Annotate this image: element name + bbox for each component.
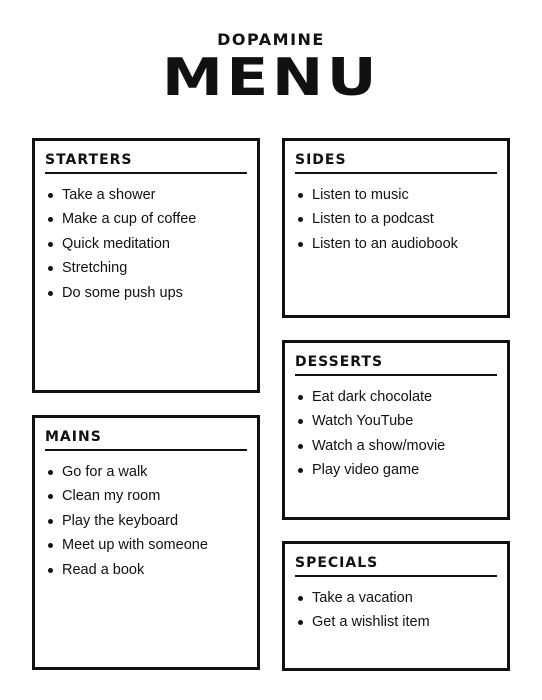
section-heading: DESSERTS	[295, 353, 497, 376]
specials-section	[282, 541, 510, 671]
list-item: Take a shower	[47, 183, 257, 207]
list-item: Take a vacation	[297, 586, 507, 610]
list-item: Get a wishlist item	[297, 610, 507, 634]
starters-section	[32, 138, 260, 393]
menu-title: MENU	[161, 48, 381, 108]
mains-section	[32, 415, 260, 670]
desserts-section	[282, 340, 510, 520]
item-list	[285, 586, 507, 635]
list-item: Play video game	[297, 458, 507, 482]
list-item: Watch YouTube	[297, 409, 507, 433]
list-item: Listen to music	[297, 183, 507, 207]
list-item: Stretching	[47, 256, 257, 280]
list-item: Quick meditation	[47, 232, 257, 256]
list-item: Go for a walk	[47, 460, 257, 484]
menu-subtitle: DOPAMINE	[217, 30, 325, 49]
sides-section	[282, 138, 510, 318]
list-item: Read a book	[47, 558, 257, 582]
section-heading: MAINS	[45, 428, 247, 451]
list-item: Eat dark chocolate	[297, 385, 507, 409]
list-item: Watch a show/movie	[297, 434, 507, 458]
item-list	[35, 183, 257, 305]
list-item: Clean my room	[47, 484, 257, 508]
section-heading: SIDES	[295, 151, 497, 174]
item-list	[35, 460, 257, 582]
list-item: Listen to an audiobook	[297, 232, 507, 256]
list-item: Meet up with someone	[47, 533, 257, 557]
item-list	[285, 385, 507, 483]
item-list	[285, 183, 507, 256]
list-item: Make a cup of coffee	[47, 207, 257, 231]
section-heading: SPECIALS	[295, 554, 497, 577]
list-item: Play the keyboard	[47, 509, 257, 533]
list-item: Listen to a podcast	[297, 207, 507, 231]
list-item: Do some push ups	[47, 281, 257, 305]
section-heading: STARTERS	[45, 151, 247, 174]
